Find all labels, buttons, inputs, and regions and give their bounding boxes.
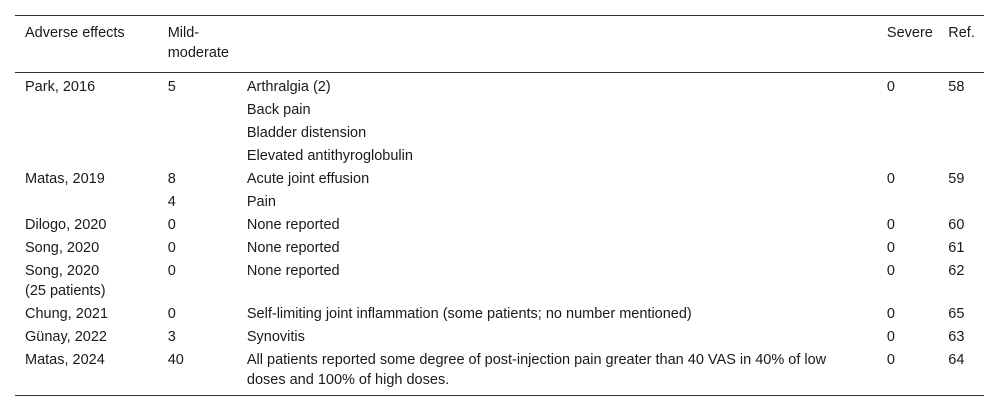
mild-moderate-cell: [158, 73, 237, 169]
table-row: [15, 260, 984, 303]
effect-description: Synovitis: [246, 329, 305, 345]
effect-description-cell: [237, 237, 877, 260]
header-ref: Ref.: [948, 25, 975, 41]
mild-moderate-count: 4: [167, 194, 176, 210]
study-name: Park, 2016: [25, 79, 96, 95]
mild-moderate-cell: [158, 303, 237, 326]
study-cell: [15, 349, 158, 396]
adverse-effects-table: [15, 15, 984, 396]
reference-number: 63: [948, 329, 965, 345]
mild-moderate-cell: [158, 214, 237, 237]
mild-moderate-cell: [158, 349, 237, 396]
mild-moderate-count: 8: [167, 171, 176, 187]
effect-description: Elevated antithyroglobulin: [246, 148, 413, 164]
table-row: [15, 73, 984, 169]
adverse-effects-table-container: [15, 15, 984, 396]
study-cell: [15, 73, 158, 169]
table-row: [15, 168, 984, 214]
header-mild-moderate: [158, 16, 237, 73]
header-mild-line2: moderate: [167, 45, 229, 61]
severe-count: 0: [886, 352, 895, 368]
mild-moderate-count: 40: [167, 352, 184, 368]
mild-moderate-count: 0: [167, 263, 176, 279]
mild-moderate-cell: [158, 168, 237, 214]
reference-number: 64: [948, 352, 965, 368]
study-name: Matas, 2019: [25, 171, 105, 187]
reference-number: 60: [948, 217, 965, 233]
study-name: Günay, 2022: [25, 329, 107, 345]
mild-moderate-count: 0: [167, 240, 176, 256]
effect-description-cell: [237, 303, 877, 326]
study-name: Matas, 2024: [25, 352, 105, 368]
severe-count: 0: [886, 171, 895, 187]
effect-description: None reported: [246, 263, 340, 279]
mild-moderate-count: 5: [167, 79, 176, 95]
study-name: Dilogo, 2020: [25, 217, 107, 233]
reference-number: 59: [948, 171, 965, 187]
study-cell: [15, 260, 158, 303]
study-note: (25 patients): [25, 283, 106, 299]
table-row: [15, 303, 984, 326]
effect-description-cell: [237, 73, 877, 169]
effect-description: Back pain: [246, 102, 311, 118]
effect-description-cell: [237, 349, 877, 396]
study-cell: [15, 168, 158, 214]
study-cell: [15, 237, 158, 260]
effect-description: Self-limiting joint inflammation (some patients; no number mentioned): [246, 306, 692, 322]
mild-moderate-count: 0: [167, 306, 176, 322]
severe-count: 0: [886, 329, 895, 345]
table-row: [15, 349, 984, 396]
reference-number: 65: [948, 306, 965, 322]
effect-description-cell: [237, 168, 877, 214]
study-name: Chung, 2021: [25, 306, 109, 322]
table-header: [15, 16, 984, 73]
study-name: Song, 2020: [25, 240, 100, 256]
effect-description: All patients reported some degree of post-injection pain greater than 40 VAS in 40% of low doses and 100% of high doses.: [246, 352, 827, 388]
study-cell: [15, 303, 158, 326]
effect-description-cell: [237, 326, 877, 349]
severe-count: 0: [886, 306, 895, 322]
effect-description: Arthralgia (2): [246, 79, 331, 95]
table-row: [15, 326, 984, 349]
effect-description: Acute joint effusion: [246, 171, 370, 187]
header-severe: Severe: [886, 25, 933, 41]
effect-description-cell: [237, 260, 877, 303]
study-cell: [15, 214, 158, 237]
mild-moderate-count: 0: [167, 217, 176, 233]
table-row: [15, 214, 984, 237]
effect-description-cell: [237, 214, 877, 237]
mild-moderate-cell: [158, 260, 237, 303]
header-row: [15, 16, 984, 73]
effect-description: Pain: [246, 194, 276, 210]
header-adverse-effects: Adverse effects: [25, 25, 125, 41]
severe-count: 0: [886, 263, 895, 279]
mild-moderate-count: 3: [167, 329, 176, 345]
study-cell: [15, 326, 158, 349]
reference-number: 58: [948, 79, 965, 95]
table-row: [15, 237, 984, 260]
severe-count: 0: [886, 240, 895, 256]
mild-moderate-cell: [158, 326, 237, 349]
severe-count: 0: [886, 79, 895, 95]
study-name: Song, 2020: [25, 263, 100, 279]
effect-description: None reported: [246, 217, 340, 233]
effect-description: Bladder distension: [246, 125, 367, 141]
header-mild-line1: Mild-: [167, 25, 200, 41]
severe-count: 0: [886, 217, 895, 233]
reference-number: 61: [948, 240, 965, 256]
header-effect-description: [237, 16, 877, 73]
table-body: [15, 73, 984, 396]
effect-description: None reported: [246, 240, 340, 256]
mild-moderate-cell: [158, 237, 237, 260]
reference-number: 62: [948, 263, 965, 279]
